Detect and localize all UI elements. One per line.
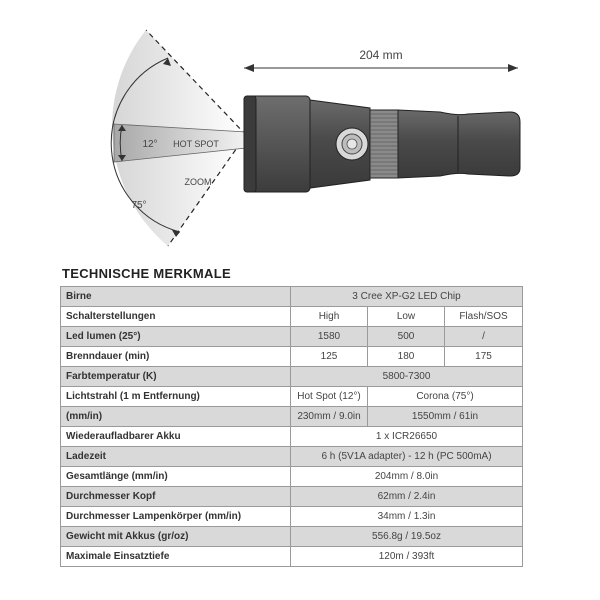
spec-label: Gesamtlänge (mm/in) [61,467,291,487]
spec-value: 556.8g / 19.5oz [291,527,523,547]
zoom-angle-label: 75° [131,200,147,211]
spec-label: Gewicht mit Akkus (gr/oz) [61,527,291,547]
spec-label: Wiederaufladbarer Akku [61,427,291,447]
length-arrow-left [244,64,254,72]
table-row [61,487,523,507]
length-arrow-right [508,64,518,72]
spec-value: Flash/SOS [445,307,523,327]
spec-label: Ladezeit [61,447,291,467]
spec-value: 175 [445,347,523,367]
table-row [61,367,523,387]
length-label: 204 mm [359,48,403,62]
flashlight-bezel [244,96,256,192]
switch-button-center [347,139,357,149]
spec-value: Hot Spot (12°) [291,387,368,407]
table-row [61,287,523,307]
flashlight-body [398,110,520,178]
spec-value: Corona (75°) [368,387,523,407]
spec-label: Schalterstellungen [61,307,291,327]
spec-value: 5800-7300 [291,367,523,387]
table-row [61,407,523,427]
spec-value: 6 h (5V1A adapter) - 12 h (PC 500mA) [291,447,523,467]
spec-value: 120m / 393ft [291,547,523,567]
flashlight [244,96,520,192]
spec-value: 1550mm / 61in [368,407,523,427]
spec-value: 3 Cree XP-G2 LED Chip [291,287,523,307]
spec-label: Led lumen (25°) [61,327,291,347]
spec-label: Birne [61,287,291,307]
spec-label: Maximale Einsatztiefe [61,547,291,567]
spec-value: 500 [368,327,445,347]
table-row [61,507,523,527]
table-row [61,307,523,327]
zoom-label: ZOOM [184,177,212,187]
spec-label: Farbtemperatur (K) [61,367,291,387]
section-title: TECHNISCHE MERKMALE [62,266,231,281]
table-row [61,347,523,367]
table-row [61,527,523,547]
spec-value: 180 [368,347,445,367]
specs-table [60,286,523,567]
spec-label: Brenndauer (min) [61,347,291,367]
table-row [61,467,523,487]
spec-label: Lichtstrahl (1 m Entfernung) [61,387,291,407]
hotspot-angle-label: 12° [142,139,158,150]
spec-value: 34mm / 1.3in [291,507,523,527]
knurled-ring [370,110,398,178]
spec-value: 204mm / 8.0in [291,467,523,487]
table-row [61,387,523,407]
spec-label: (mm/in) [61,407,291,427]
spec-value: / [445,327,523,347]
table-row [61,427,523,447]
spec-label: Durchmesser Lampenkörper (mm/in) [61,507,291,527]
table-row [61,327,523,347]
table-row [61,547,523,567]
spec-value: 125 [291,347,368,367]
spec-value: 62mm / 2.4in [291,487,523,507]
spec-value: High [291,307,368,327]
spec-value: 230mm / 9.0in [291,407,368,427]
spec-value: Low [368,307,445,327]
spec-value: 1580 [291,327,368,347]
spec-label: Durchmesser Kopf [61,487,291,507]
spec-value: 1 x ICR26650 [291,427,523,447]
hotspot-label: HOT SPOT [173,139,219,149]
flashlight-illustration [0,0,600,262]
table-row [61,447,523,467]
